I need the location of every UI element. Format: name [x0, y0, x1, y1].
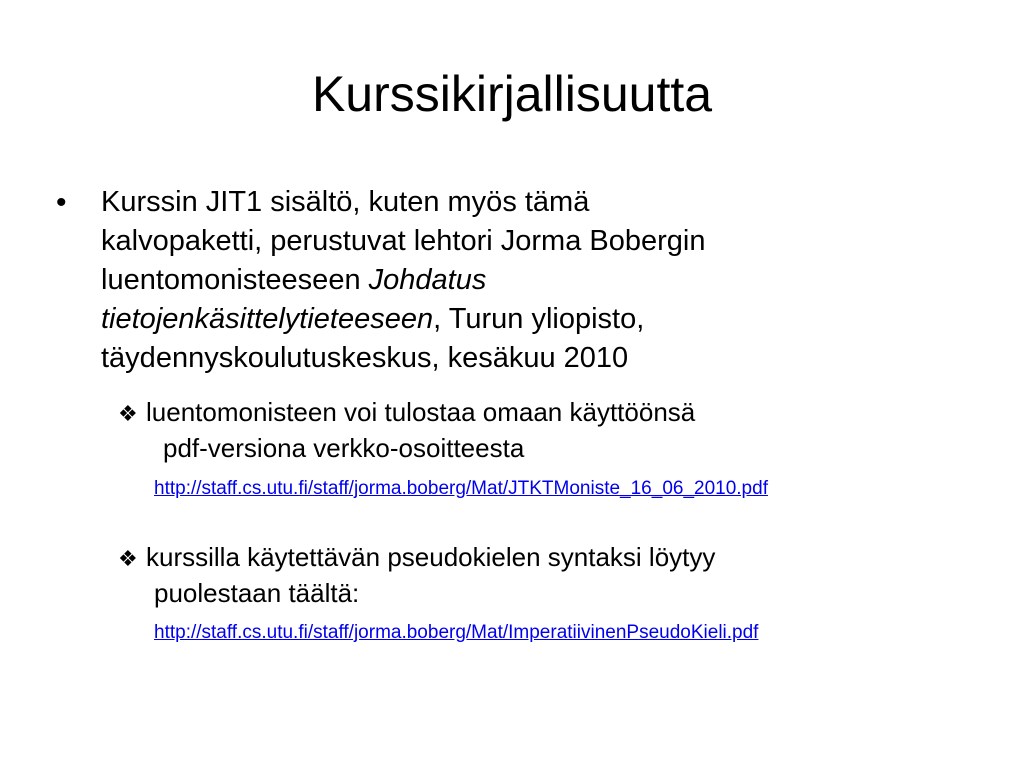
book-title-part-2: tietojenkäsittelytieteeseen: [101, 303, 434, 335]
sub-bullet-2-text-1: kurssilla käytettävän pseudokielen syntaksi löytyy: [146, 542, 716, 572]
main-bullet-line-3-prefix: luentomonisteeseen: [101, 264, 369, 296]
main-bullet-line-4-suffix: , Turun yliopisto,: [433, 303, 645, 335]
sub-bullet-1: [118, 395, 958, 466]
sub-bullet-1-line-2: pdf-versiona verkko-osoitteesta: [163, 433, 525, 463]
sub-bullet-1-text-1: luentomonisteen voi tulostaa omaan käyttöönsä: [146, 397, 696, 427]
main-bullet-line-5: täydennyskoulutuskeskus, kesäkuu 2010: [101, 342, 629, 374]
slide-title: Kurssikirjallisuutta: [311, 66, 713, 122]
main-bullet: [56, 183, 956, 378]
sub-bullet-2-line-2: puolestaan täältä:: [154, 578, 360, 608]
diamond-bullet-icon: ❖: [118, 546, 138, 571]
sub-bullet-1-line-1: [118, 395, 958, 431]
main-bullet-text: [101, 183, 941, 378]
main-bullet-line-2: kalvopaketti, perustuvat lehtori Jorma Bobergin: [101, 225, 706, 257]
moniste-pdf-link[interactable]: http://staff.cs.utu.fi/staff/jorma.boberg/Mat/JTKTMoniste_16_06_2010.pdf: [154, 478, 768, 499]
bullet-marker: •: [56, 186, 67, 219]
main-bullet-line-1: Kurssin JIT1 sisältö, kuten myös tämä: [101, 186, 590, 218]
diamond-bullet-icon: ❖: [118, 401, 138, 426]
sub-bullet-2-line-1: [118, 540, 958, 576]
main-bullet-line-3: [101, 261, 941, 300]
sub-bullet-2: [118, 540, 958, 611]
book-title-part-1: Johdatus: [368, 264, 487, 296]
pseudokieli-pdf-link[interactable]: http://staff.cs.utu.fi/staff/jorma.boberg/Mat/ImperatiivinenPseudoKieli.pdf: [154, 622, 759, 643]
main-bullet-line-4: [101, 300, 941, 339]
